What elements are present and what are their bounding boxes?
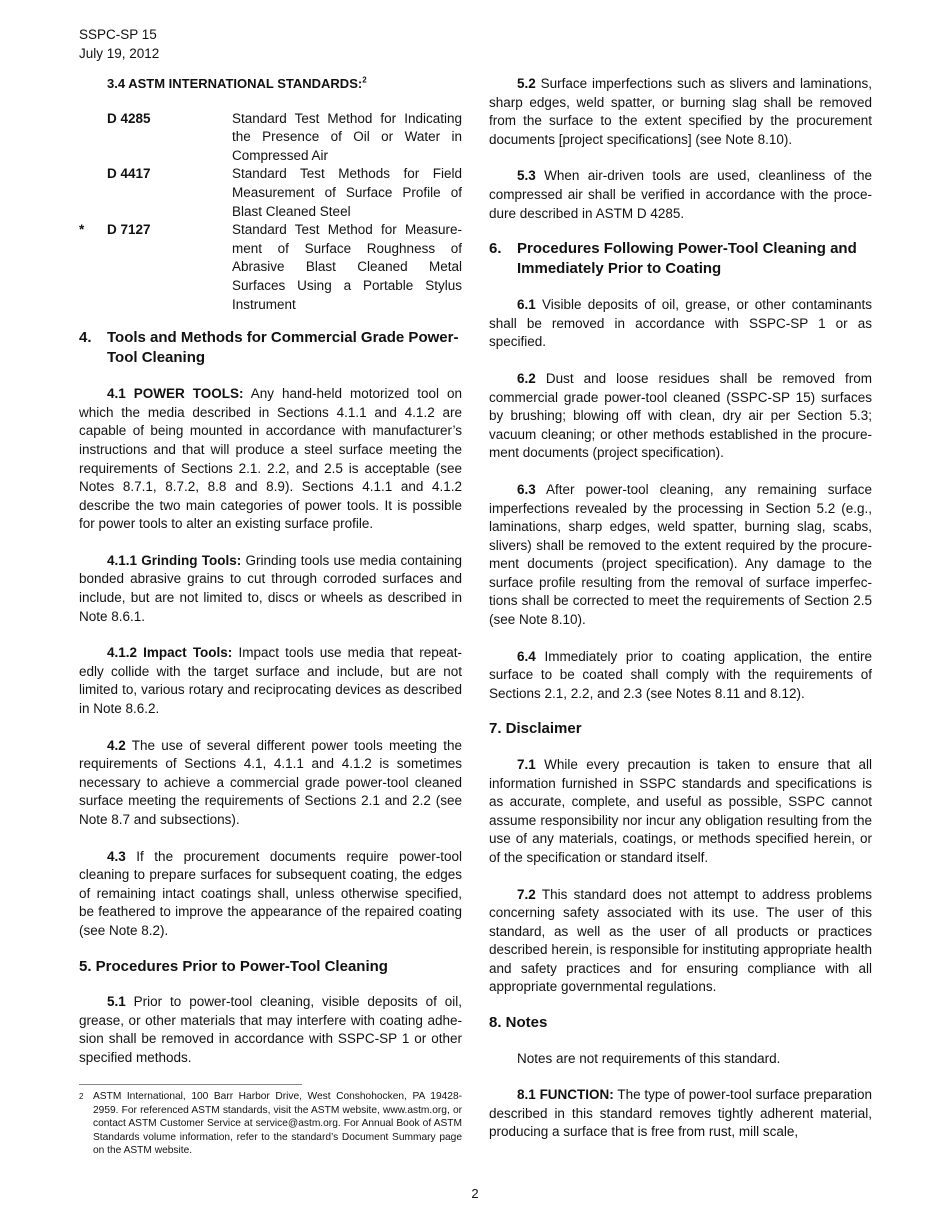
paragraph-4-2: 4.2 The use of several different power tools meeting the requirements of Sections 4.1, 4.1.1 and 4.1.2 is sometimes necessary to achieve a commercial grade power-tool cleaned surface meeting the requirements of Sections 2.1 and 2.2 (see Note 8.7 and subsections).	[79, 737, 462, 827]
standard-code: D 4285	[107, 110, 151, 126]
right-column	[489, 75, 872, 1142]
paragraph-5-2: 5.2 Surface imperfections such as slivers and laminations, sharp edges, weld spatter, or burning slag shall be removed from the surface to the extent specified by the procurement documents [project specifications] (see Note 8.10).	[489, 76, 872, 147]
document-id: SSPC-SP 15	[79, 27, 157, 42]
paragraph-8-1: 8.1 FUNCTION: The type of power-tool surface preparation described in this standard removes tightly adherent material, producing a surface that is free from rust, mill scale,	[489, 1087, 872, 1140]
paragraph-4-3: 4.3 If the procurement documents require power-tool cleaning to prepare surfaces for subsequent coating, the edges of remaining intact coatings shall, unless otherwise specified, be feathered to improve the appearance of the repaired coating (see Note 8.2).	[79, 848, 462, 938]
document-date: July 19, 2012	[79, 46, 160, 61]
footnote	[79, 1090, 462, 1158]
paragraph-4-1-2: 4.1.2 Impact Tools: Impact tools use media that repeatedly collide with the target surface and include, but are not limited to, various rotary and reciprocating devices as described in Note 8.6.2.	[79, 645, 462, 717]
section-8-heading: 8. Notes	[489, 1014, 548, 1032]
paragraph-5-3: 5.3 When air-driven tools are used, cleanliness of the compressed air shall be verified in accordance with the procedure described in ASTM D 4285.	[489, 168, 872, 221]
revision-mark: *	[79, 222, 85, 238]
standard-entry	[79, 110, 462, 166]
section-4-heading: 4. Tools and Methods for Commercial Grade Power-Tool Cleaning	[79, 329, 459, 366]
standard-description: Standard Test Methods for Field Measurement of Surface Profile of Blast Cleaned Steel	[232, 166, 462, 219]
paragraph-5-1: 5.1 Prior to power-tool cleaning, visible deposits of oil, grease, or other materials that may interfere with coating adhesion shall be removed in accordance with SSPC-SP 1 or other specified methods.	[79, 994, 462, 1065]
revision-mark	[79, 165, 93, 221]
paragraph-6-3: 6.3 After power-tool cleaning, any remaining surface imperfections revealed by the processing in Section 5.2 (e.g., laminations, sharp edges, weld spatter, burning slag, scabs, slivers) shall be removed to the extent required by the procurement documents (project specification). Any damage to the surface profile resulting from the removal of surface imperfections shall be corrected to meet the requirements of Section 2.5 (see Note 8.10).	[489, 481, 872, 628]
standard-entry	[79, 165, 462, 221]
revision-mark	[79, 110, 93, 166]
section-7-heading: 7. Disclaimer	[489, 720, 582, 738]
left-column	[79, 75, 462, 1067]
paragraph-6-4: 6.4 Immediately prior to coating application, the entire surface to be coated shall comply with the requirements of Sections 2.1, 2.2, and 2.3 (see Notes 8.11 and 8.12).	[489, 648, 872, 701]
standard-description: Standard Test Method for Indicating the Presence of Oil or Water in Compressed Air	[232, 110, 462, 163]
paragraph-6-2: 6.2 Dust and loose residues shall be removed from commercial grade power-tool cleaned (SSPC-SP 15) surfaces by brushing; blowing off with clean, dry air per Section 5.3; vacuum cleaning; or other methods established in the procurement documents (project specification).	[489, 370, 872, 461]
section-5-heading: 5. Procedures Prior to Power-Tool Cleaning	[79, 957, 388, 975]
standard-description: Standard Test Method for Measurement of Surface Roughness of Abrasive Blast Cleaned Metal Surfaces Using a Portable Stylus Instrument	[232, 222, 462, 312]
paragraph-7-1: 7.1 While every precaution is taken to ensure that all information furnished in SSPC standards and specifications is as accurate, complete, and useful as possible, SSPC cannot assume responsibility nor incur any obligation resulting from the use of any materials, coatings, or methods specified herein, or of the specification or standard itself.	[489, 756, 872, 865]
standard-code: D 7127	[107, 222, 151, 238]
paragraph-4-1: 4.1 POWER TOOLS: Any hand-held motorized tool on which the media described in Sections 4.1.1 and 4.1.2 are capable of being mounted in accordance with manufacturer’s instructions and that will produce a steel surface meeting the requirements of Sections 2.1. 2.2, and 2.5 is acceptable (see Notes 8.7.1, 8.7.2, 8.8 and 8.9). Sections 4.1.1 and 4.1.2 describe the two main categories of power tools. It is possible for power tools to alter an existing surface profile.	[79, 386, 462, 532]
paragraph-4-1-1: 4.1.1 Grinding Tools: Grinding tools use media containing bonded abrasive grains to cut through corroded surfaces and include, but are not limited to, discs or wheels as described in Note 8.6.1.	[79, 552, 462, 624]
notes-intro: Notes are not requirements of this standard.	[517, 1050, 781, 1066]
paragraph-6-1: 6.1 Visible deposits of oil, grease, or other contaminants shall be removed in accordance with SSPC-SP 1 or as specified.	[489, 297, 872, 350]
footnote-mark: 2	[79, 1092, 84, 1101]
paragraph-7-2: 7.2 This standard does not attempt to address problems concerning safety associated with its use. The user of this standard, as well as the user of all products or practices described herein, is responsible for instituting appropriate health and safety practices and for ensuring compliance with all appropriate governmental regulations.	[489, 886, 872, 995]
page-number: 2	[471, 1186, 479, 1201]
section-6-heading: 6. Procedures Following Power-Tool Cleaning and Immediately Prior to Coating	[489, 240, 857, 277]
footnote-text: ASTM International, 100 Barr Harbor Drive, West Conshohocken, PA 19428-2959. For referenced ASTM standards, visit the ASTM website, www.astm.org, or contact ASTM Customer Service at service@astm.org. For Annual Book of ASTM Standards volume information, refer to the standard’s Document Summary page on the ASTM website.	[93, 1091, 462, 1157]
standard-entry	[79, 221, 462, 314]
astm-standards-heading: 3.4 ASTM INTERNATIONAL STANDARDS:$^2$	[107, 75, 367, 91]
footnote-divider	[79, 1084, 302, 1085]
footnote-ref: 2	[362, 75, 367, 85]
standard-code: D 4417	[107, 166, 151, 182]
page-header	[79, 25, 159, 63]
